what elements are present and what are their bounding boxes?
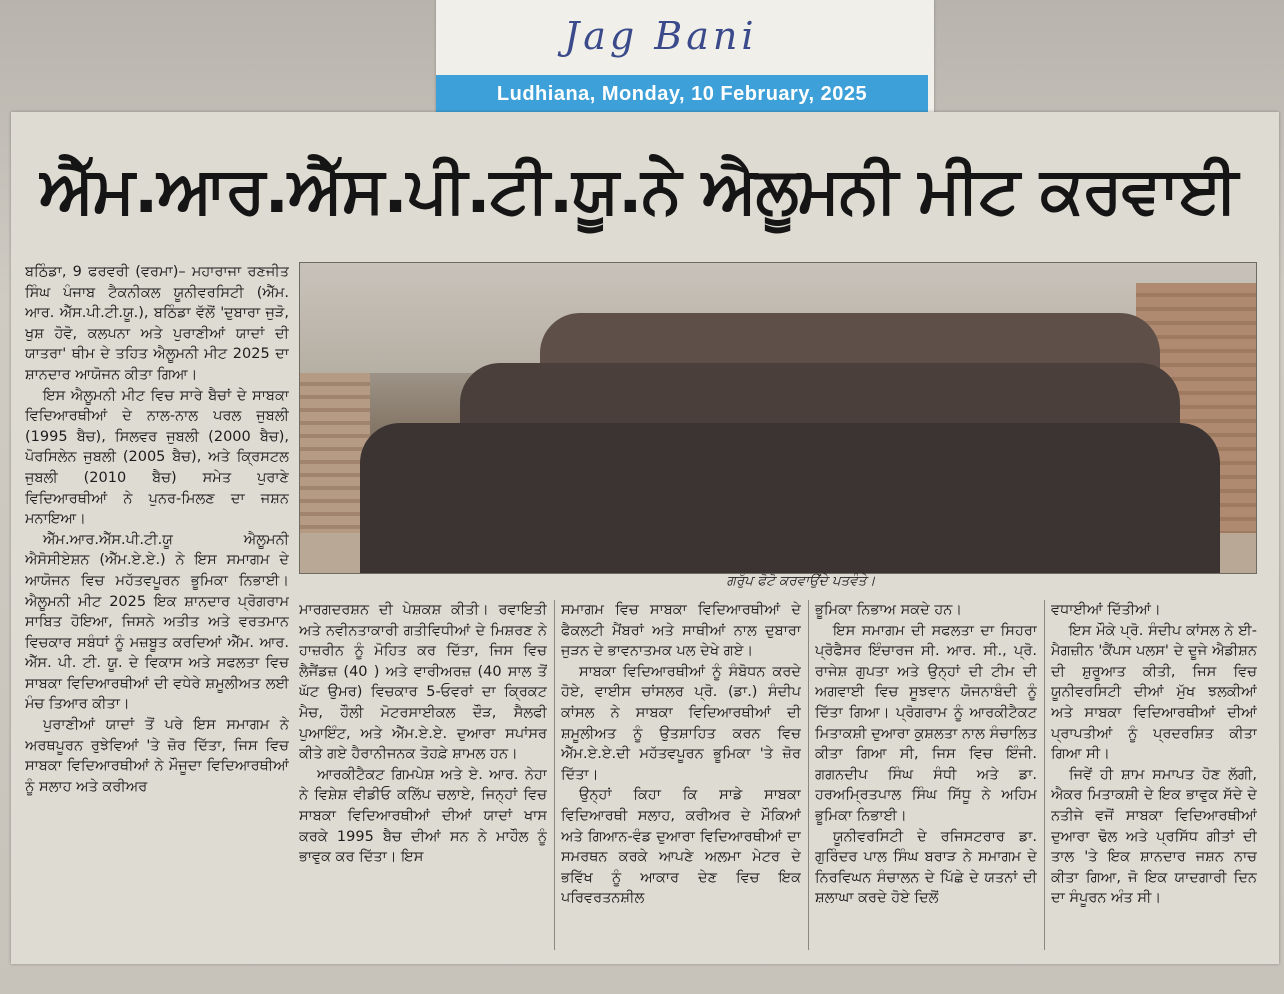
paragraph: ਸਾਬਕਾ ਵਿਦਿਆਰਥੀਆਂ ਨੂੰ ਸੰਬੋਧਨ ਕਰਦੇ ਹੋਏ, ਵਾਈਸ ਚਾਂਸਲਰ ਪ੍ਰੋ. (ਡਾ.) ਸੰਦੀਪ ਕਾਂਸਲ ਨੇ ਸਾਬਕਾ ਵਿਦਿਆਰਥੀਆਂ ਦੀ ਸ਼ਮੂਲੀਅਤ ਨੂੰ ਉਤਸ਼ਾਹਿਤ ਕਰਨ ਵਿਚ ਐੱਮ.ਏ.ਏ.ਦੀ ਮਹੱਤਵਪੂਰਨ ਭੂਮਿਕਾ 'ਤੇ ਜ਼ੋਰ ਦਿੱਤਾ। [561,663,801,783]
paragraph: ਐੱਮ.ਆਰ.ਐੱਸ.ਪੀ.ਟੀ.ਯੂ ਐਲੂਮਨੀ ਐਸੋਸੀਏਸ਼ਨ (ਐੱਮ.ਏ.ਏ.) ਨੇ ਇਸ ਸਮਾਗਮ ਦੇ ਆਯੋਜਨ ਵਿਚ ਮਹੱਤਵਪੂਰਨ ਭੂਮਿਕਾ ਨਿਭਾਈ। ਐਲੂਮਨੀ ਮੀਟ 2025 ਇਕ ਸ਼ਾਨਦਾਰ ਪ੍ਰੋਗਰਾਮ ਸਾਬਿਤ ਹੋਇਆ, ਜਿਸਨੇ ਅਤੀਤ ਅਤੇ ਵਰਤਮਾਨ ਵਿਚਕਾਰ ਸਬੰਧਾਂ ਨੂੰ ਮਜ਼ਬੂਤ ਕਰਦਿਆਂ ਐੱਮ. ਆਰ. ਐੱਸ. ਪੀ. ਟੀ. ਯੂ. ਦੇ ਵਿਕਾਸ ਅਤੇ ਸਫਲਤਾ ਵਿਚ ਸਾਬਕਾ ਵਿਦਿਆਰਥੀਆਂ ਦੀ ਵਧੇਰੇ ਸ਼ਮੂਲੀਅਤ ਲਈ ਮੰਚ ਤਿਆਰ ਕੀਤਾ। [25,531,289,713]
paragraph: ਇਸ ਐਲੂਮਨੀ ਮੀਟ ਵਿਚ ਸਾਰੇ ਬੈਚਾਂ ਦੇ ਸਾਬਕਾ ਵਿਦਿਆਰਥੀਆਂ ਦੇ ਨਾਲ-ਨਾਲ ਪਰਲ ਜੁਬਲੀ (1995 ਬੈਚ), ਸਿਲਵਰ ਜੁਬਲੀ (2000 ਬੈਚ), ਪੋਰਸਿਲੇਨ ਜੁਬਲੀ (2005 ਬੈਚ), ਅਤੇ ਕ੍ਰਿਸਟਲ ਜੁਬਲੀ (2010 ਬੈਚ) ਸਮੇਤ ਪੁਰਾਣੇ ਵਿਦਿਆਰਥੀਆਂ ਨੇ ਪੁਨਰ-ਮਿਲਣ ਦਾ ਜਸ਼ਨ ਮਨਾਇਆ। [25,387,289,528]
paragraph: ਪੁਰਾਣੀਆਂ ਯਾਦਾਂ ਤੋਂ ਪਰੇ ਇਸ ਸਮਾਗਮ ਨੇ ਅਰਥਪੂਰਨ ਰੁਝੇਵਿਆਂ 'ਤੇ ਜ਼ੋਰ ਦਿੱਤਾ, ਜਿਸ ਵਿਚ ਸਾਬਕਾ ਵਿਦਿਆਰਥੀਆਂ ਨੇ ਮੌਜੂਦਾ ਵਿਦਿਆਰਥੀਆਂ ਨੂੰ ਸਲਾਹ ਅਤੇ ਕਰੀਅਰ [25,717,289,795]
article-clipping [11,112,1279,964]
paragraph: ਵਧਾਈਆਂ ਦਿੱਤੀਆਂ। [1051,602,1161,618]
handwritten-signature: Jag Bani [564,14,758,58]
paragraph: ਭੂਮਿਕਾ ਨਿਭਾਅ ਸਕਦੇ ਹਨ। [815,602,963,618]
column-2 [299,600,547,950]
headline: ਐੱਮ.ਆਰ.ਐੱਸ.ਪੀ.ਟੀ.ਯੂ.ਨੇ ਐਲੂਮਨੀ ਮੀਟ ਕਰਵਾਈ [39,154,1238,228]
crowd-front-row [360,423,1220,573]
paragraph: ਆਰਕੀਟੈਕਟ ਗਿਮਪੇਸ਼ ਅਤੇ ਏ. ਆਰ. ਨੇਹਾ ਨੇ ਵਿਸ਼ੇਸ਼ ਵੀਡੀਓ ਕਲਿੱਪ ਚਲਾਏ, ਜਿਨ੍ਹਾਂ ਵਿਚ ਸਾਬਕਾ ਵਿਦਿਆਰਥੀਆਂ ਦੀਆਂ ਯਾਦਾਂ ਖਾਸ ਕਰਕੇ 1995 ਬੈਚ ਦੀਆਂ ਸਨ ਨੇ ਮਾਹੌਲ ਨੂੰ ਭਾਵੁਕ ਕਰ ਦਿੱਤਾ। ਇਸ [299,766,547,866]
paragraph: ਬਠਿੰਡਾ, 9 ਫਰਵਰੀ (ਵਰਮਾ)– ਮਹਾਰਾਜਾ ਰਣਜੀਤ ਸਿੰਘ ਪੰਜਾਬ ਟੈਕਨੀਕਲ ਯੂਨੀਵਰਸਿਟੀ (ਐੱਮ. ਆਰ. ਐੱਸ.ਪੀ.ਟੀ.ਯੂ.), ਬਠਿੰਡਾ ਵੱਲੋਂ 'ਦੁਬਾਰਾ ਜੁੜੋ, ਖੁਸ਼ ਹੋਵੋ, ਕਲਪਨਾ ਅਤੇ ਪੁਰਾਣੀਆਂ ਯਾਦਾਂ ਦੀ ਯਾਤਰਾ' ਥੀਮ ਦੇ ਤਹਿਤ ਐਲੂਮਨੀ ਮੀਟ 2025 ਦਾ ਸ਼ਾਨਦਾਰ ਆਯੋਜਨ ਕੀਤਾ ਗਿਆ। [25,264,289,383]
paragraph: ਸਮਾਗਮ ਵਿਚ ਸਾਬਕਾ ਵਿਦਿਆਰਥੀਆਂ ਦੇ ਫੈਕਲਟੀ ਮੈਂਬਰਾਂ ਅਤੇ ਸਾਥੀਆਂ ਨਾਲ ਦੁਬਾਰਾ ਜੁੜਨ ਦੇ ਭਾਵਨਾਤਮਕ ਪਲ ਦੇਖੇ ਗਏ। [561,602,801,660]
paragraph: ਉਨ੍ਹਾਂ ਕਿਹਾ ਕਿ ਸਾਡੇ ਸਾਬਕਾ ਵਿਦਿਆਰਥੀ ਸਲਾਹ, ਕਰੀਅਰ ਦੇ ਮੌਕਿਆਂ ਅਤੇ ਗਿਆਨ-ਵੰਡ ਦੁਆਰਾ ਵਿਦਿਆਰਥੀਆਂ ਦਾ ਸਮਰਥਨ ਕਰਕੇ ਆਪਣੇ ਅਲਮਾ ਮੇਟਰ ਦੇ ਭਵਿੱਖ ਨੂੰ ਆਕਾਰ ਦੇਣ ਵਿਚ ਇਕ ਪਰਿਵਰਤਨਸ਼ੀਲ [561,787,801,907]
photo-caption: ਗਰੁੱਪ ਫੋਟੋ ਕਰਵਾਉਂਦੇ ਪਤਵੰਤੇ। [726,573,876,589]
paragraph: ਜਿਵੇਂ ਹੀ ਸ਼ਾਮ ਸਮਾਪਤ ਹੋਣ ਲੱਗੀ, ਐਕਰ ਮਿਤਾਕਸ਼ੀ ਦੇ ਇਕ ਭਾਵੁਕ ਸੱਦੇ ਦੇ ਨਤੀਜੇ ਵਜੋਂ ਸਾਬਕਾ ਵਿਦਿਆਰਥੀਆਂ ਦੁਆਰਾ ਢੋਲ ਅਤੇ ਪ੍ਰਸਿੱਧ ਗੀਤਾਂ ਦੀ ਤਾਲ 'ਤੇ ਇਕ ਸ਼ਾਨਦਾਰ ਜਸ਼ਨ ਨਾਚ ਕੀਤਾ ਗਿਆ, ਜੋ ਇਕ ਯਾਦਗਾਰੀ ਦਿਨ ਦਾ ਸੰਪੂਰਨ ਅੰਤ ਸੀ। [1051,766,1257,907]
paragraph: ਮਾਰਗਦਰਸ਼ਨ ਦੀ ਪੇਸ਼ਕਸ਼ ਕੀਤੀ। ਰਵਾਇਤੀ ਅਤੇ ਨਵੀਨਤਾਕਾਰੀ ਗਤੀਵਿਧੀਆਂ ਦੇ ਮਿਸ਼ਰਣ ਨੇ ਹਾਜ਼ਰੀਨ ਨੂੰ ਮੋਹਿਤ ਕਰ ਦਿੱਤਾ, ਜਿਸ ਵਿਚ ਲੈਜੈਂਡਜ਼ (40 ) ਅਤੇ ਵਾਰੀਅਰਜ਼ (40 ਸਾਲ ਤੋਂ ਘੱਟ ਉਮਰ) ਵਿਚਕਾਰ 5-ਓਵਰਾਂ ਦਾ ਕ੍ਰਿਕਟ ਮੈਚ, ਹੌਲੀ ਮੋਟਰਸਾਈਕਲ ਦੌੜ, ਸੈਲਫੀ ਪੁਆਇੰਟ, ਅਤੇ ਐੱਮ.ਏ.ਏ. ਦੁਆਰਾ ਸਪਾਂਸਰ ਕੀਤੇ ਗਏ ਹੈਰਾਨੀਜਨਕ ਤੋਹਫ਼ੇ ਸ਼ਾਮਲ ਹਨ। [299,602,547,763]
column-4 [815,600,1037,950]
paragraph: ਯੂਨੀਵਰਸਿਟੀ ਦੇ ਰਜਿਸਟਰਾਰ ਡਾ. ਗੁਰਿੰਦਰ ਪਾਲ ਸਿੰਘ ਬਰਾੜ ਨੇ ਸਮਾਗਮ ਦੇ ਨਿਰਵਿਘਨ ਸੰਚਾਲਨ ਦੇ ਪਿੱਛੇ ਦੇ ਯਤਨਾਂ ਦੀ ਸ਼ਲਾਘਾ ਕਰਦੇ ਹੋਏ ਦਿਲੋਂ [815,828,1037,907]
paragraph: ਇਸ ਸਮਾਗਮ ਦੀ ਸਫਲਤਾ ਦਾ ਸਿਹਰਾ ਪ੍ਰੋਫੈਸਰ ਇੰਚਾਰਜ ਸੀ. ਆਰ. ਸੀ., ਪ੍ਰੋ. ਰਾਜੇਸ਼ ਗੁਪਤਾ ਅਤੇ ਉਨ੍ਹਾਂ ਦੀ ਟੀਮ ਦੀ ਅਗਵਾਈ ਵਿਚ ਸੂਝਵਾਨ ਯੋਜਨਾਬੰਦੀ ਨੂੰ ਦਿੱਤਾ ਗਿਆ। ਪ੍ਰੋਗਰਾਮ ਨੂੰ ਆਰਕੀਟੈਕਟ ਮਿਤਾਕਸ਼ੀ ਦੁਆਰਾ ਕੁਸ਼ਲਤਾ ਨਾਲ ਸੰਚਾਲਿਤ ਕੀਤਾ ਗਿਆ ਸੀ, ਜਿਸ ਵਿਚ ਇੰਜੀ. ਗਗਨਦੀਪ ਸਿੰਘ ਸੰਧੀ ਅਤੇ ਡਾ. ਹਰਅਮ੍ਰਿਤਪਾਲ ਸਿੰਘ ਸਿੱਧੂ ਨੇ ਅਹਿਮ ਭੂਮਿਕਾ ਨਿਭਾਈ। [815,622,1037,824]
paragraph: ਇਸ ਮੌਕੇ ਪ੍ਰੋ. ਸੰਦੀਪ ਕਾਂਸਲ ਨੇ ਈ-ਮੈਗਜ਼ੀਨ 'ਕੈਂਪਸ ਪਲਸ' ਦੇ ਦੂਜੇ ਐਡੀਸ਼ਨ ਦੀ ਸ਼ੁਰੂਆਤ ਕੀਤੀ, ਜਿਸ ਵਿਚ ਯੂਨੀਵਰਸਿਟੀ ਦੀਆਂ ਮੁੱਖ ਝਲਕੀਆਂ ਅਤੇ ਸਾਬਕਾ ਵਿਦਿਆਰਥੀਆਂ ਦੀਆਂ ਪ੍ਰਾਪਤੀਆਂ ਨੂੰ ਪ੍ਰਦਰਸ਼ਿਤ ਕੀਤਾ ਗਿਆ ਸੀ। [1051,622,1257,763]
photo-crowd [340,313,1180,573]
column-divider [1044,600,1045,950]
column-1 [25,262,289,952]
column-divider [808,600,809,950]
dateline-banner: Ludhiana, Monday, 10 February, 2025 [436,75,928,113]
column-3 [561,600,801,950]
column-5 [1051,600,1257,950]
group-photo [299,262,1257,574]
column-divider [554,600,555,950]
